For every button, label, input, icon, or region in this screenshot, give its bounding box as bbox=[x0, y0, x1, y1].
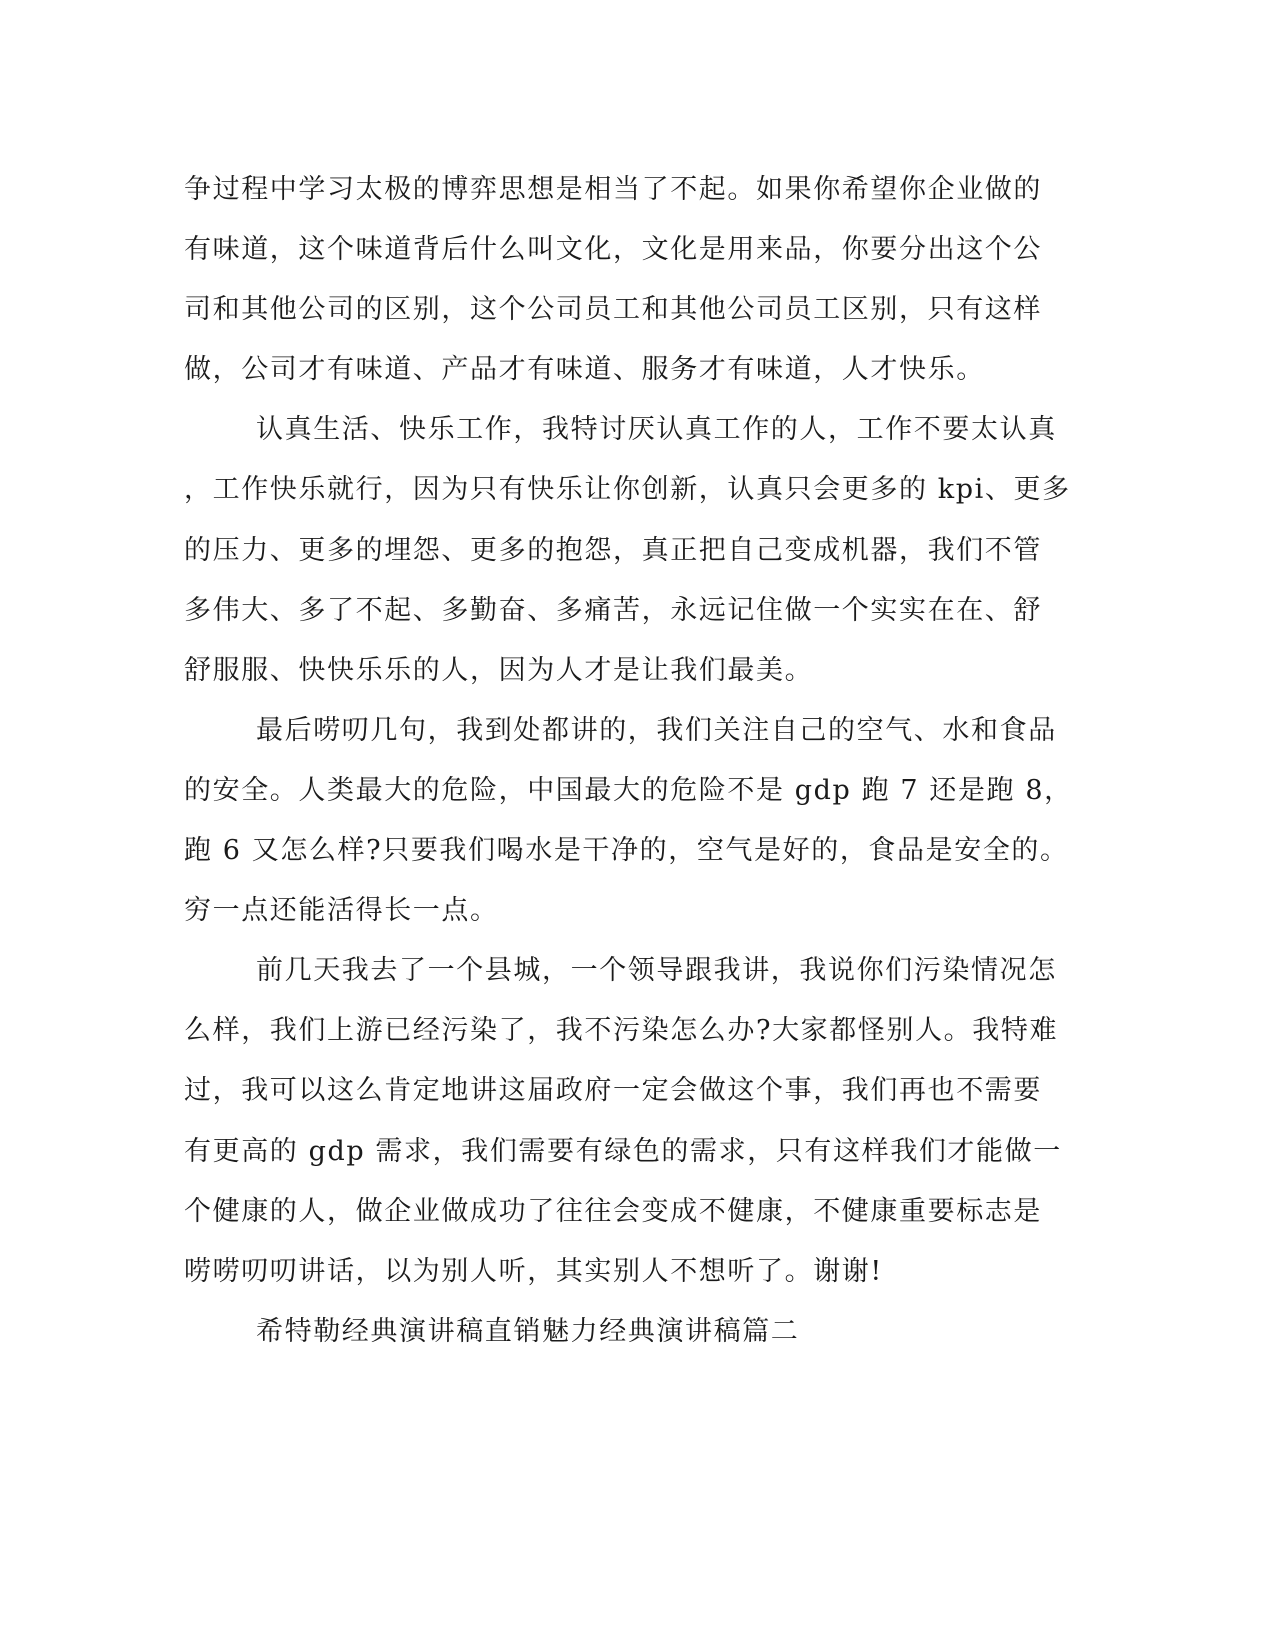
text-line: 争过程中学习太极的博弈思想是相当了不起。如果你希望你企业做的 bbox=[184, 174, 1042, 205]
section-heading: 希特勒经典演讲稿直销魅力经典演讲稿篇二 bbox=[256, 1315, 800, 1347]
text-line: ，工作快乐就行，因为只有快乐让你创新，认真只会更多的 kpi、更多 bbox=[184, 474, 1071, 506]
text-line: 的安全。人类最大的危险，中国最大的危险不是 gdp 跑 7 还是跑 8， bbox=[184, 774, 1073, 806]
text-line: 前几天我去了一个县城，一个领导跟我讲，我说你们污染情况怎 bbox=[256, 955, 1057, 987]
text-line: 么样，我们上游已经污染了，我不污染怎么办?大家都怪别人。我特难 bbox=[184, 1015, 1059, 1047]
text-line: 唠唠叨叨讲话，以为别人听，其实别人不想听了。谢谢! bbox=[184, 1255, 883, 1287]
document-body bbox=[184, 160, 1073, 1362]
text-line: 的压力、更多的埋怨、更多的抱怨，真正把自己变成机器，我们不管 bbox=[184, 534, 1042, 566]
text-line: 多伟大、多了不起、多勤奋、多痛苦，永远记住做一个实实在在、舒 bbox=[184, 594, 1042, 626]
text-line: 有更高的 gdp 需求，我们需要有绿色的需求，只有这样我们才能做一 bbox=[184, 1135, 1062, 1167]
paragraph bbox=[184, 941, 1062, 1302]
text-line: 过，我可以这么肯定地讲这届政府一定会做这个事，我们再也不需要 bbox=[184, 1075, 1042, 1107]
text-line: 有味道，这个味道背后什么叫文化，文化是用来品，你要分出这个公 bbox=[184, 234, 1042, 266]
text-line: 司和其他公司的区别，这个公司员工和其他公司员工区别，只有这样 bbox=[184, 294, 1042, 326]
text-line: 个健康的人，做企业做成功了往往会变成不健康，不健康重要标志是 bbox=[184, 1195, 1042, 1227]
paragraph bbox=[184, 701, 1073, 941]
text-line: 最后唠叨几句，我到处都讲的，我们关注自己的空气、水和食品 bbox=[256, 714, 1057, 746]
text-line: 舒服服、快快乐乐的人，因为人才是让我们最美。 bbox=[184, 654, 814, 686]
text-line: 跑 6 又怎么样?只要我们喝水是干净的，空气是好的，食品是安全的。 bbox=[184, 835, 1069, 867]
text-line: 认真生活、快乐工作，我特讨厌认真工作的人，工作不要太认真 bbox=[256, 414, 1057, 446]
paragraph bbox=[184, 400, 1071, 700]
text-line: 做，公司才有味道、产品才有味道、服务才有味道，人才快乐。 bbox=[184, 354, 985, 386]
text-line: 穷一点还能活得长一点。 bbox=[184, 895, 499, 927]
paragraph bbox=[184, 160, 1054, 400]
